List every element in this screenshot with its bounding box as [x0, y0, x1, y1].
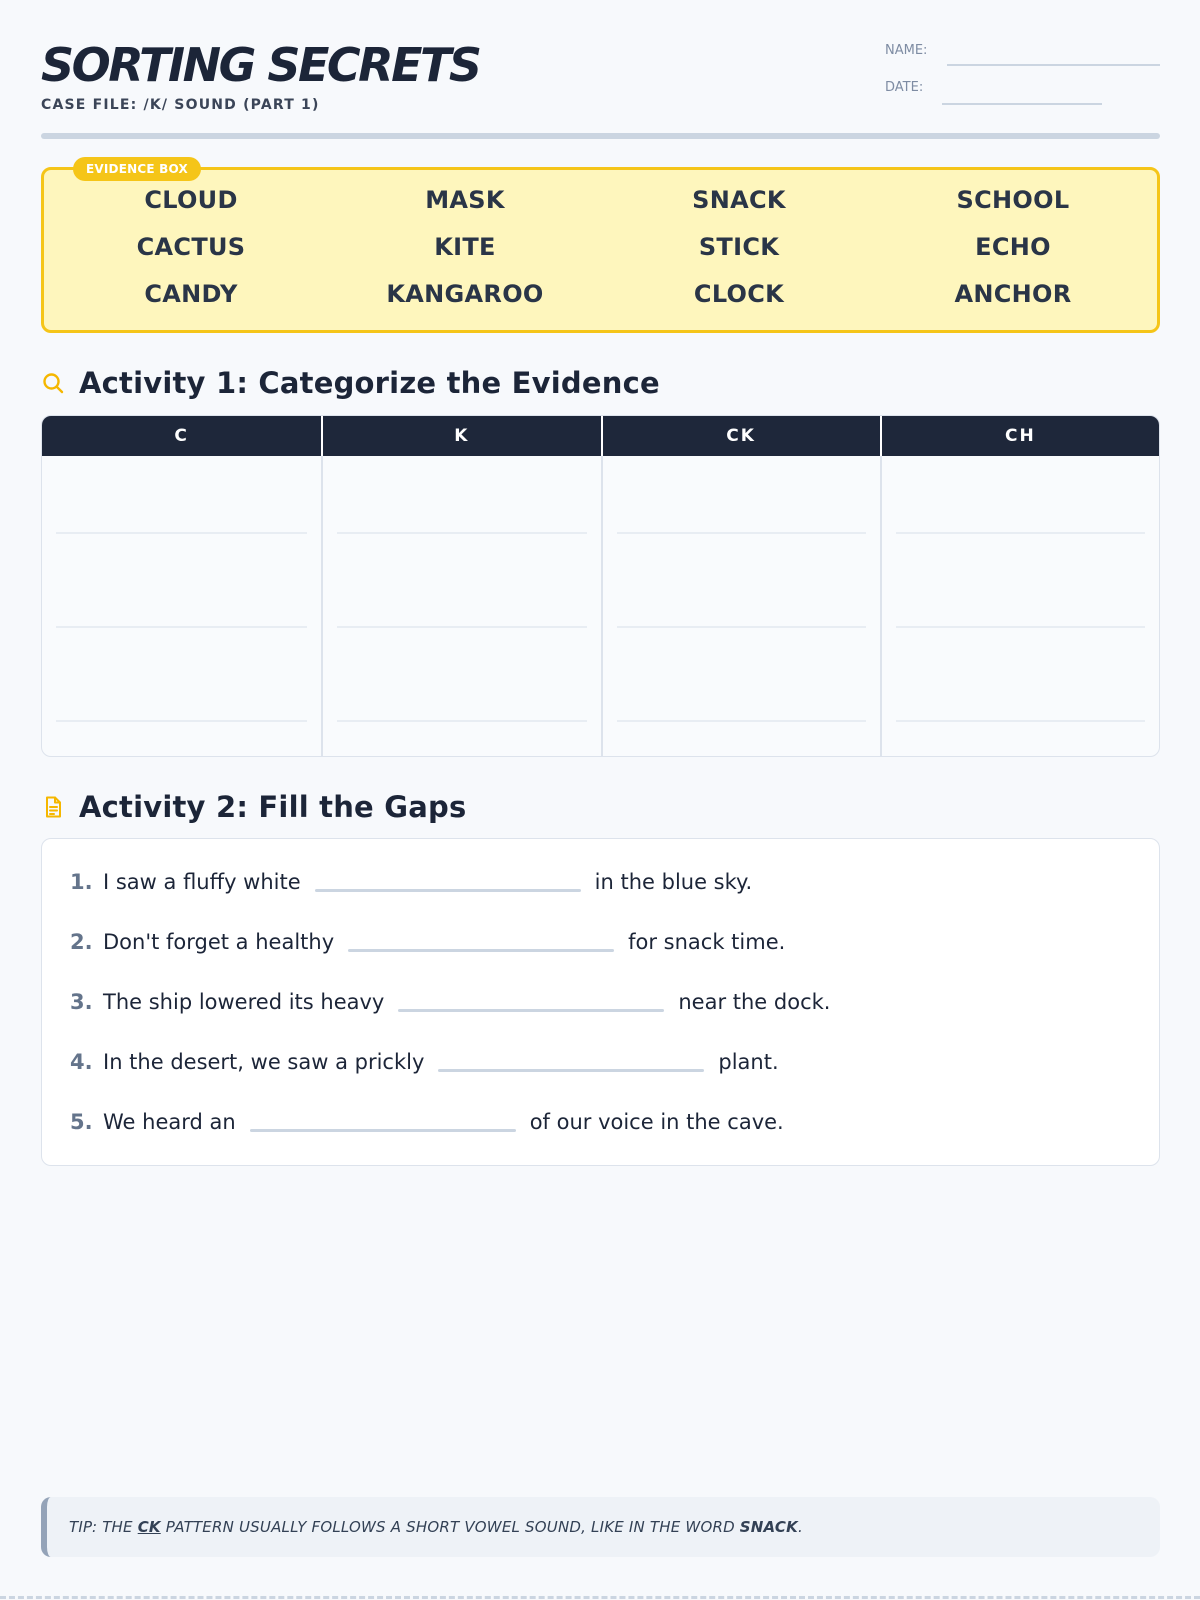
name-label: NAME:	[885, 43, 928, 58]
sentence-start: We heard an	[103, 1110, 236, 1134]
tip-suffix: .	[797, 1518, 803, 1536]
cut-line	[0, 1596, 1200, 1599]
tip-banner	[41, 1497, 1160, 1557]
evidence-word: MASK	[425, 186, 505, 214]
sentence-start: The ship lowered its heavy	[103, 990, 385, 1014]
sentence-start: In the desert, we saw a prickly	[103, 1050, 425, 1074]
gap-sentence	[70, 987, 830, 1017]
evidence-word: STICK	[698, 233, 780, 261]
evidence-word: SNACK	[692, 186, 786, 214]
answer-blank[interactable]	[315, 889, 581, 892]
evidence-word: KITE	[434, 233, 496, 261]
worksheet-subtitle: CASE FILE: /K/ SOUND (PART 1)	[41, 97, 320, 113]
activity1-heading	[41, 366, 660, 400]
tip-middle: PATTERN USUALLY FOLLOWS A SHORT VOWEL SOUND, LIKE IN THE WORD	[160, 1518, 740, 1536]
worksheet-header	[41, 0, 1160, 142]
evidence-word: CACTUS	[136, 233, 246, 261]
writing-line[interactable]	[617, 532, 866, 534]
sentence-number: 5.	[70, 1110, 93, 1134]
answer-blank[interactable]	[348, 949, 614, 952]
sentence-number: 4.	[70, 1050, 93, 1074]
sentence-end: near the dock.	[678, 990, 831, 1014]
evidence-box	[41, 162, 1160, 333]
sentence-end: for snack time.	[628, 930, 786, 954]
writing-line[interactable]	[337, 720, 586, 722]
gap-sentence	[70, 1047, 779, 1077]
writing-line[interactable]	[617, 720, 866, 722]
sort-column-c[interactable]	[42, 456, 321, 756]
answer-blank[interactable]	[438, 1069, 704, 1072]
worksheet-page	[41, 0, 1160, 1536]
column-header-ch: CH	[880, 416, 1159, 456]
tip-example: SNACK	[739, 1518, 798, 1536]
writing-line[interactable]	[337, 532, 586, 534]
tip-prefix: TIP: THE	[69, 1518, 138, 1536]
evidence-word: CLOCK	[693, 280, 785, 308]
writing-line[interactable]	[56, 532, 307, 534]
sentence-start: I saw a fluffy white	[103, 870, 301, 894]
evidence-word: CLOUD	[144, 186, 238, 214]
sentence-number: 1.	[70, 870, 93, 894]
sorting-table-header	[42, 416, 1159, 456]
sorting-table-body	[42, 456, 1159, 756]
gap-sentence	[70, 867, 752, 897]
column-header-c: C	[174, 426, 189, 446]
evidence-badge: EVIDENCE BOX	[73, 157, 201, 181]
sentence-end: of our voice in the cave.	[529, 1110, 784, 1134]
writing-line[interactable]	[337, 626, 586, 628]
header-divider	[41, 133, 1160, 139]
writing-line[interactable]	[896, 532, 1145, 534]
document-icon	[41, 795, 65, 819]
sentence-number: 2.	[70, 930, 93, 954]
evidence-word-grid	[54, 182, 1150, 313]
date-field[interactable]	[942, 103, 1102, 105]
writing-line[interactable]	[56, 720, 307, 722]
activity1-title: Activity 1: Categorize the Evidence	[79, 366, 660, 400]
writing-line[interactable]	[896, 720, 1145, 722]
column-header-ck: CK	[601, 416, 880, 456]
writing-line[interactable]	[56, 626, 307, 628]
activity2-heading	[41, 790, 466, 824]
answer-blank[interactable]	[250, 1129, 516, 1132]
gap-sentence	[70, 927, 785, 957]
magnifier-icon	[41, 371, 65, 395]
sentence-start: Don't forget a healthy	[103, 930, 335, 954]
worksheet-title: SORTING SECRETS	[41, 38, 480, 92]
date-label: DATE:	[885, 80, 924, 95]
sort-column-ch[interactable]	[880, 456, 1159, 756]
evidence-word: SCHOOL	[956, 186, 1070, 214]
evidence-word: CANDY	[144, 280, 238, 308]
sentence-number: 3.	[70, 990, 93, 1014]
sort-column-k[interactable]	[321, 456, 600, 756]
sentence-end: in the blue sky.	[594, 870, 753, 894]
sentence-end: plant.	[718, 1050, 779, 1074]
evidence-word: KANGAROO	[386, 280, 544, 308]
fill-gaps-panel	[41, 838, 1160, 1166]
activity2-title: Activity 2: Fill the Gaps	[79, 790, 467, 824]
writing-line[interactable]	[617, 626, 866, 628]
gap-sentence	[70, 1107, 784, 1137]
column-header-k: K	[321, 416, 600, 456]
name-field[interactable]	[947, 64, 1160, 66]
sort-column-ck[interactable]	[601, 456, 880, 756]
evidence-word: ANCHOR	[954, 280, 1072, 308]
sorting-table	[41, 415, 1160, 757]
answer-blank[interactable]	[398, 1009, 664, 1012]
evidence-word: ECHO	[975, 233, 1051, 261]
writing-line[interactable]	[896, 626, 1145, 628]
tip-pattern: CK	[137, 1518, 161, 1536]
